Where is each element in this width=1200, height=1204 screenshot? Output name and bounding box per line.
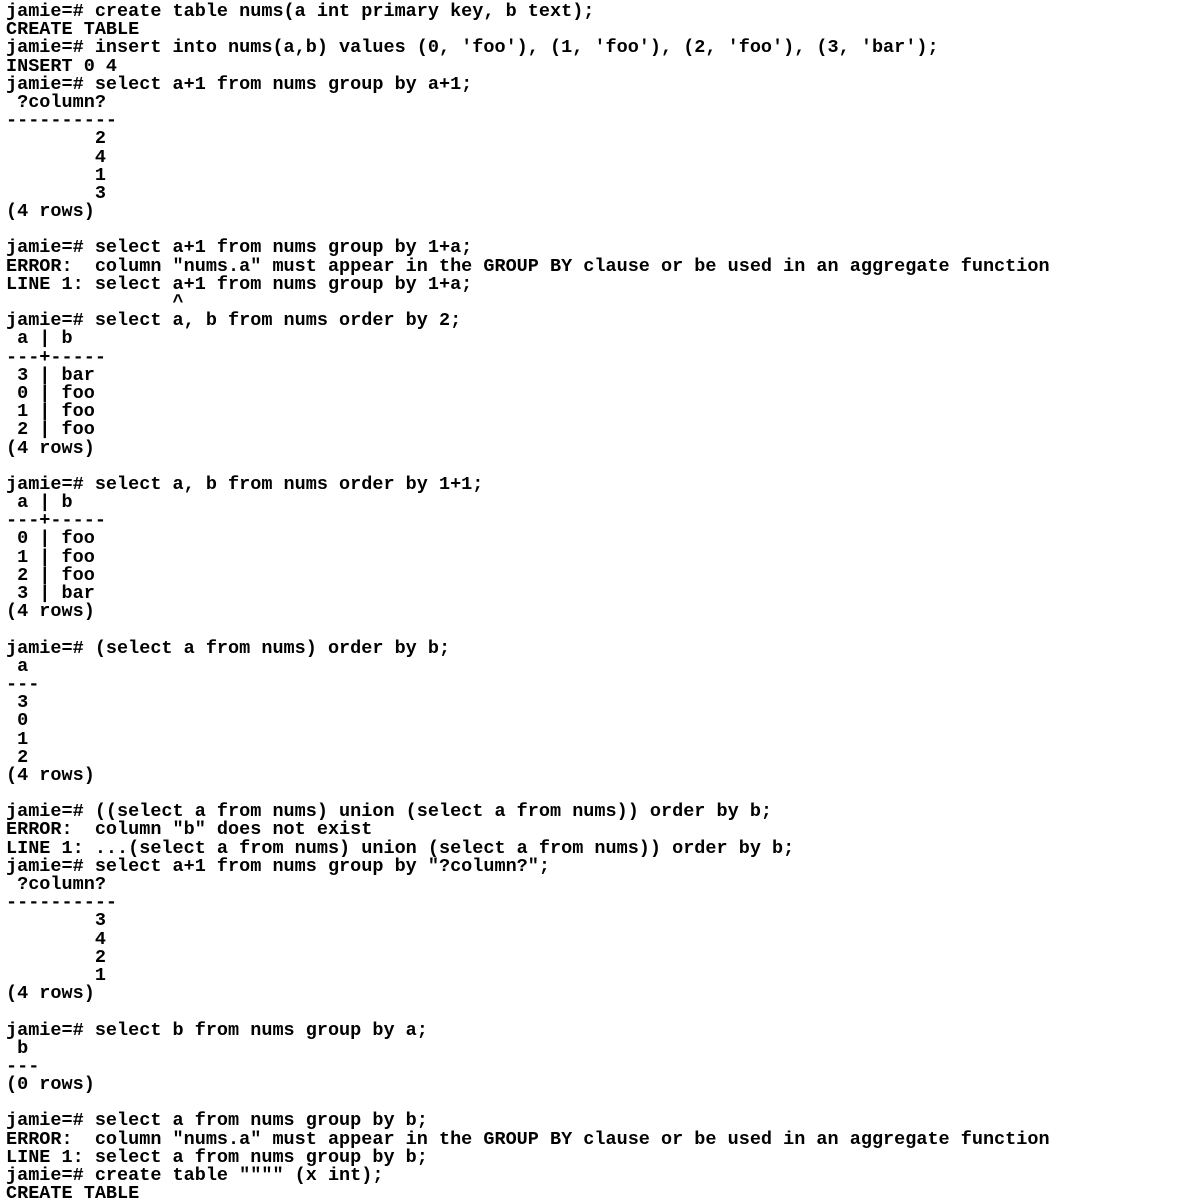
terminal-line: ---+----- <box>6 510 106 532</box>
terminal-line: LINE 1: ...(select a from nums) union (select a from nums)) order by b; <box>6 837 795 859</box>
terminal-line: a | b <box>6 492 73 514</box>
terminal-line <box>6 621 1200 639</box>
terminal-line: --- <box>6 673 40 695</box>
terminal-line: jamie=# select a from nums group by b; <box>6 1110 428 1132</box>
terminal-line: 1 | foo <box>6 546 95 568</box>
terminal-line: 3 | bar <box>6 583 95 604</box>
terminal-line: (4 rows) <box>6 983 95 1005</box>
terminal-line: 0 | foo <box>6 382 95 404</box>
terminal-line: ERROR: column "nums.a" must appear in the GROUP BY clause or be used in an aggregate function <box>6 1128 1050 1150</box>
terminal-line: jamie=# select a+1 from nums group by 1+a; <box>6 237 473 259</box>
terminal-line: CREATE TABLE <box>6 19 140 41</box>
terminal-line: jamie=# (select a from nums) order by b; <box>6 637 451 659</box>
terminal-line: 2 | foo <box>6 419 95 441</box>
terminal-line: ---------- <box>6 110 118 132</box>
terminal-line: LINE 1: select a from nums group by b; <box>6 1146 428 1168</box>
terminal-line: (4 rows) <box>6 601 95 623</box>
terminal-line: 1 <box>6 164 106 186</box>
terminal-line: 2 <box>6 746 29 768</box>
terminal-line: 0 <box>6 710 29 732</box>
terminal-line: 1 <box>6 728 29 750</box>
terminal-line: ?column? <box>6 874 106 895</box>
terminal-line: 2 | foo <box>6 564 95 586</box>
terminal-line: --- <box>6 1055 40 1077</box>
terminal-line: CREATE TABLE <box>6 1183 140 1204</box>
terminal-line: a <box>6 655 29 677</box>
terminal-line: ERROR: column "b" does not exist <box>6 819 373 841</box>
terminal-line: a | b <box>6 328 73 350</box>
terminal-line <box>6 1003 1200 1021</box>
terminal-line: jamie=# select a+1 from nums group by a+1; <box>6 73 473 95</box>
terminal-line: jamie=# create table """" (x int); <box>6 1165 384 1186</box>
terminal-line: jamie=# select a+1 from nums group by "?column?"; <box>6 855 550 877</box>
terminal-line: jamie=# select b from nums group by a; <box>6 1019 428 1041</box>
terminal-line: 0 | foo <box>6 528 95 550</box>
terminal-line: 3 | bar <box>6 364 95 386</box>
terminal-line: 3 <box>6 182 106 204</box>
terminal-line: (4 rows) <box>6 764 95 786</box>
terminal-line: 2 <box>6 128 106 150</box>
terminal-line: ?column? <box>6 91 106 113</box>
terminal-line: 3 <box>6 910 106 932</box>
terminal-line: 1 | foo <box>6 401 95 423</box>
terminal-line: 4 <box>6 146 106 168</box>
terminal-line: (4 rows) <box>6 201 95 223</box>
terminal-line: jamie=# create table nums(a int primary key, b text); <box>6 1 595 22</box>
terminal-line: jamie=# select a, b from nums order by 1+1; <box>6 473 484 495</box>
terminal-line: jamie=# select a, b from nums order by 2; <box>6 310 462 332</box>
terminal-line: ^ <box>6 292 184 313</box>
terminal-line: (4 rows) <box>6 437 95 459</box>
terminal-line: ERROR: column "nums.a" must appear in the GROUP BY clause or be used in an aggregate function <box>6 255 1050 277</box>
terminal-line: LINE 1: select a+1 from nums group by 1+a; <box>6 273 473 295</box>
terminal-line: b <box>6 1037 29 1059</box>
terminal-line: ---+----- <box>6 346 106 368</box>
terminal-line: 1 <box>6 964 106 986</box>
terminal-line: jamie=# ((select a from nums) union (select a from nums)) order by b; <box>6 801 773 823</box>
terminal-line: INSERT 0 4 <box>6 55 118 77</box>
terminal-line: ---------- <box>6 892 118 914</box>
terminal-line: jamie=# insert into nums(a,b) values (0, 'foo'), (1, 'foo'), (2, 'foo'), (3, 'bar'); <box>6 37 939 59</box>
terminal-line: (0 rows) <box>6 1074 95 1096</box>
terminal-line: 3 <box>6 692 29 714</box>
terminal-line: 4 <box>6 928 106 950</box>
terminal-line: 2 <box>6 946 106 968</box>
